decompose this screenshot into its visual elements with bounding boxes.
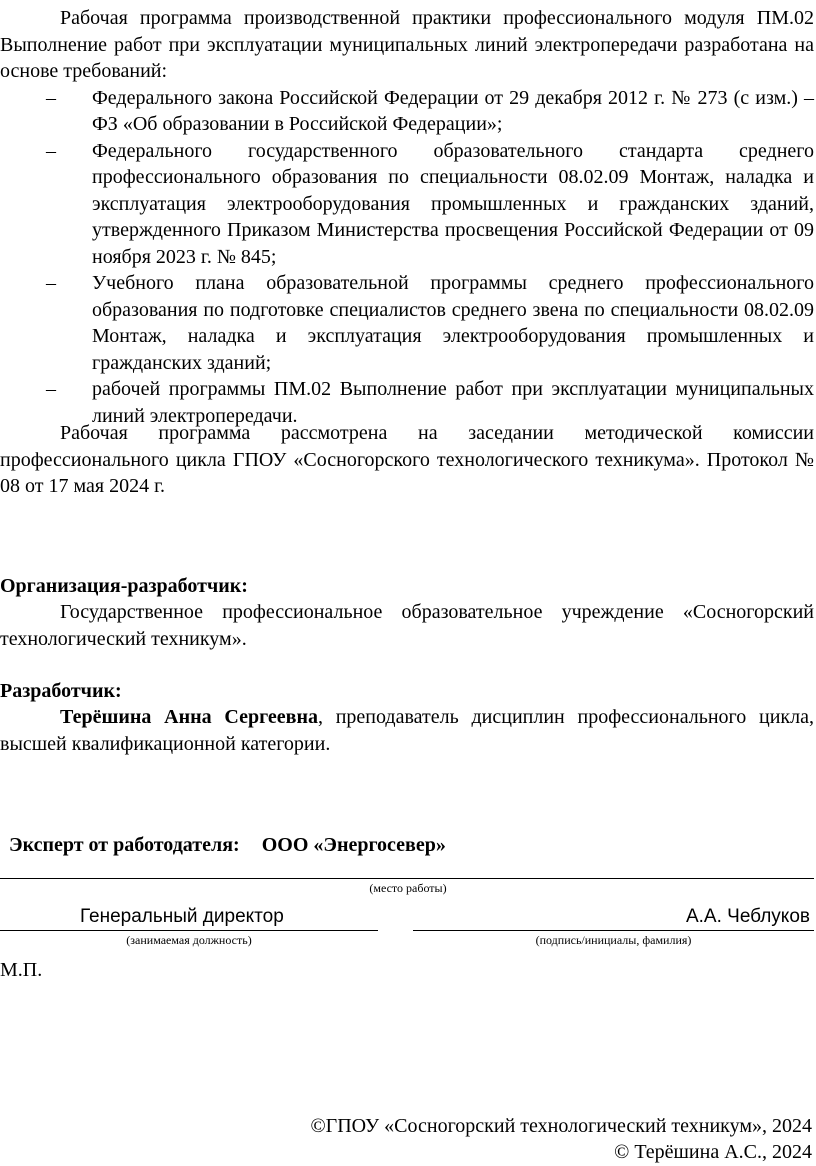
dash-marker: –	[46, 139, 56, 162]
dash-marker: –	[46, 272, 56, 294]
position-line	[0, 930, 378, 931]
position-value: Генеральный директор	[80, 906, 284, 927]
dash-marker: –	[46, 378, 56, 400]
expert-line	[9, 832, 446, 859]
footer-copyright-org: ©ГПОУ «Сосногорский технологический техникум», 2024	[310, 1115, 812, 1137]
signature-caption: (подпись/инициалы, фамилия)	[535, 933, 692, 947]
expert-organization: ООО «Энергосевер»	[261, 834, 446, 856]
list-item-text: Федерального закона Российской Федерации от 29 декабря 2012 г. № 273 (с изм.) – ФЗ «Об образовании в Российской Федерации»;	[92, 86, 814, 135]
list-item	[0, 270, 814, 376]
developer-description: , преподаватель дисциплин профессионального цикла, высшей квалификационной категории.	[0, 706, 814, 755]
intro-section	[0, 5, 814, 429]
intro-paragraph: Рабочая программа производственной практики профессионального модуля ПМ.02 Выполнение работ при эксплуатации муниципальных линий электропередачи разработана на основе требований:	[0, 7, 814, 82]
signature-value: А.А. Чеблуков	[685, 906, 810, 927]
requirements-list	[0, 85, 814, 430]
organization-text: Государственное профессиональное образовательное учреждение «Сосногорский технологический техникум».	[0, 601, 814, 650]
review-paragraph: Рабочая программа рассмотрена на заседании методической комиссии профессионального цикла ГПОУ «Сосногорского технологического техникума». Протокол № 08 от 17 мая 2024 г.	[0, 422, 814, 497]
list-item-text: рабочей программы ПМ.02 Выполнение работ при эксплуатации муниципальных линий электропередачи.	[92, 378, 814, 427]
organization-heading: Организация-разработчик:	[0, 575, 248, 597]
list-item	[0, 85, 814, 138]
workplace-caption: (место работы)	[369, 881, 447, 895]
expert-label: Эксперт от работодателя:	[9, 834, 240, 856]
developer-paragraph	[0, 704, 814, 757]
signature-line	[413, 930, 814, 931]
list-item	[0, 138, 814, 271]
list-item-text: Учебного плана образовательной программы среднего профессионального образования по подготовке специалистов среднего звена по специальности 08.02.09 Монтаж, наладка и эксплуатация электрооборудования промышленных и гражданских зданий;	[92, 272, 814, 374]
stamp-place: М.П.	[0, 959, 43, 981]
dash-marker: –	[46, 86, 56, 109]
list-item-text: Федерального государственного образовательного стандарта среднего профессионального образования по специальности 08.02.09 Монтаж, наладка и эксплуатация электрооборудования промышленных и гражданских зданий, утвержденного Приказом Министерства просвещения Российской Федерации от 09 ноября 2023 г. № 845;	[92, 139, 814, 268]
footer-copyright-author: © Терёшина А.С., 2024	[614, 1141, 812, 1163]
developer-heading: Разработчик:	[0, 680, 122, 702]
position-caption: (занимаемая должность)	[126, 933, 252, 947]
developer-name: Терёшина Анна Сергеевна	[60, 706, 318, 728]
workplace-line	[0, 878, 814, 879]
